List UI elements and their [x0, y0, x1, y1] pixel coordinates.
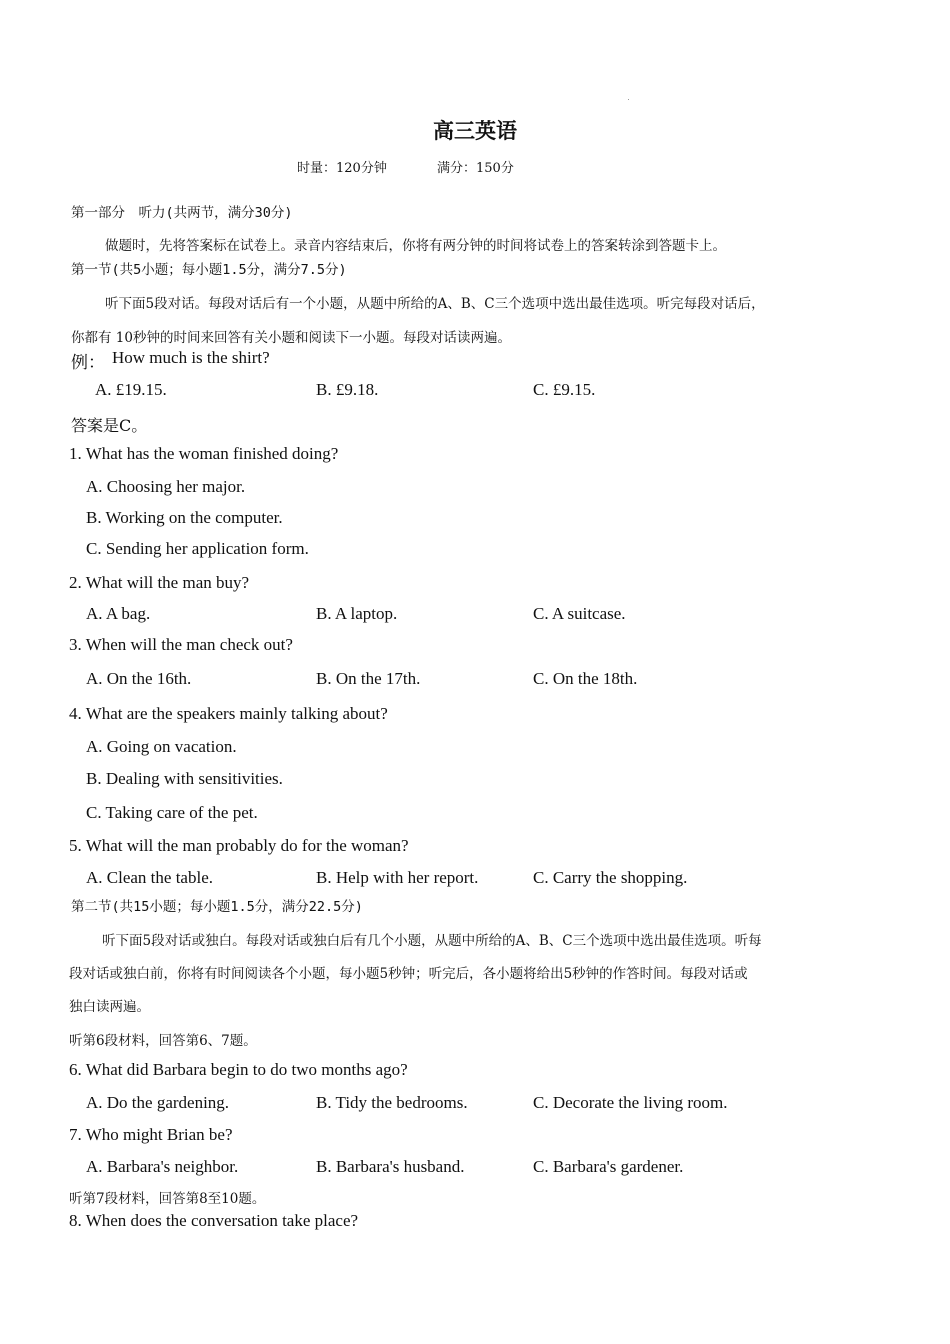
q4-option-a: A. Going on vacation.: [86, 737, 237, 756]
question-7: 7. Who might Brian be?: [69, 1125, 233, 1144]
q2-option-c: C. A suitcase.: [533, 604, 626, 623]
q1-option-b: B. Working on the computer.: [86, 508, 283, 527]
example-option-c: C. £9.15.: [533, 380, 596, 399]
question-1: 1. What has the woman finished doing?: [69, 444, 339, 463]
q5-option-b: B. Help with her report.: [316, 868, 479, 887]
q7-option-b: B. Barbara's husband.: [316, 1157, 465, 1176]
example-option-b: B. £9.18.: [316, 380, 379, 399]
example-answer: 答案是C。: [71, 416, 148, 435]
q3-option-b: B. On the 17th.: [316, 669, 421, 688]
section2-instruction-line3: 独白读两遍。: [69, 999, 150, 1015]
q4-option-b: B. Dealing with sensitivities.: [86, 769, 283, 788]
scan-dot: [628, 99, 629, 100]
section2-heading: 第二节(共15小题；每小题1.5分，满分22.5分): [71, 899, 363, 915]
example-label: 例：: [71, 353, 105, 373]
q3-option-c: C. On the 18th.: [533, 669, 638, 688]
q1-option-c: C. Sending her application form.: [86, 539, 309, 558]
q2-option-b: B. A laptop.: [316, 604, 398, 623]
part1-instruction: 做题时，先将答案标在试卷上。录音内容结束后，你将有两分钟的时间将试卷上的答案转涂到答题卡上。: [105, 238, 726, 254]
exam-time: 时量：120分钟: [297, 161, 387, 176]
q5-option-a: A. Clean the table.: [86, 868, 213, 887]
question-5: 5. What will the man probably do for the woman?: [69, 836, 409, 855]
q3-option-a: A. On the 16th.: [86, 669, 192, 688]
q1-option-a: A. Choosing her major.: [86, 477, 246, 496]
q6-option-c: C. Decorate the living room.: [533, 1093, 728, 1112]
section2-instruction-line2: 段对话或独白前，你将有时间阅读各个小题，每小题5秒钟；听完后，各小题将给出5秒钟的作答时间。每段对话或: [69, 966, 748, 982]
q6-option-b: B. Tidy the bedrooms.: [316, 1093, 468, 1112]
question-8: 8. When does the conversation take place?: [69, 1211, 359, 1230]
part1-heading: 第一部分 听力(共两节，满分30分): [71, 205, 293, 221]
question-6: 6. What did Barbara begin to do two months ago?: [69, 1060, 408, 1079]
material-7-note: 听第7段材料，回答第8至10题。: [69, 1191, 266, 1207]
example-question: How much is the shirt?: [112, 348, 270, 367]
section1-heading: 第一节(共5小题；每小题1.5分，满分7.5分): [71, 262, 347, 278]
exam-score: 满分：150分: [437, 161, 514, 176]
q2-option-a: A. A bag.: [86, 604, 151, 623]
question-3: 3. When will the man check out?: [69, 635, 293, 654]
q7-option-a: A. Barbara's neighbor.: [86, 1157, 239, 1176]
q7-option-c: C. Barbara's gardener.: [533, 1157, 684, 1176]
material-6-note: 听第6段材料，回答第6、7题。: [69, 1033, 257, 1049]
example-option-a: A. £19.15.: [95, 380, 167, 399]
q6-option-a: A. Do the gardening.: [86, 1093, 230, 1112]
q5-option-c: C. Carry the shopping.: [533, 868, 688, 887]
page-title: 高三英语: [433, 119, 517, 143]
section1-instruction-line1: 听下面5段对话。每段对话后有一个小题，从题中所给的A、B、C三个选项中选出最佳选项。听完每段对话后，: [105, 296, 765, 312]
question-4: 4. What are the speakers mainly talking about?: [69, 704, 388, 723]
q4-option-c: C. Taking care of the pet.: [86, 803, 258, 822]
section2-instruction-line1: 听下面5段对话或独白。每段对话或独白后有几个小题，从题中所给的A、B、C三个选项中选出最佳选项。听每: [102, 933, 762, 949]
question-2: 2. What will the man buy?: [69, 573, 250, 592]
section1-instruction-line2: 你都有 10秒钟的时间来回答有关小题和阅读下一小题。每段对话读两遍。: [71, 330, 511, 346]
